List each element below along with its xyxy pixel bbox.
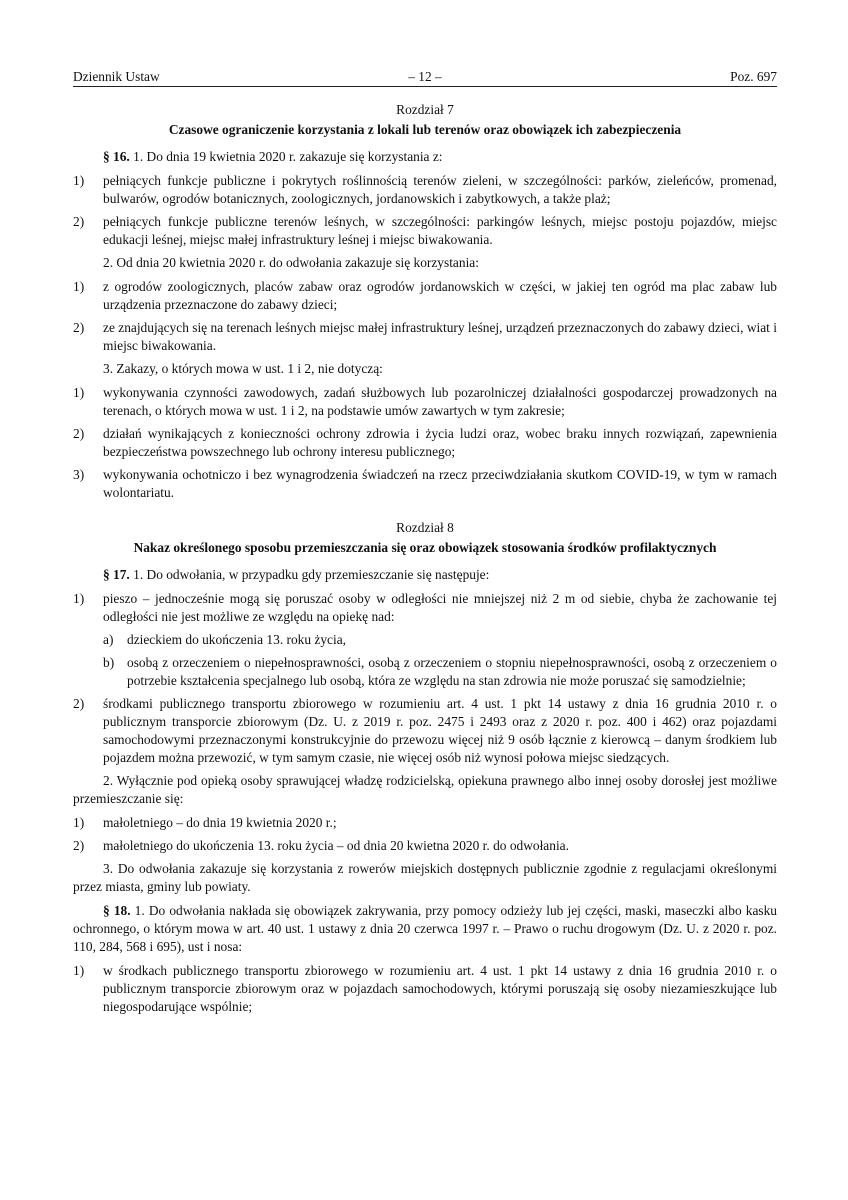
list-item [73, 962, 777, 1016]
list-item-number: 1) [73, 815, 85, 830]
list-item-number: 2) [73, 320, 85, 335]
list-item-number: 1) [73, 591, 85, 606]
list-item [73, 384, 777, 420]
sub-list-item-letter: b) [103, 655, 115, 670]
section-16-paragraph-1 [73, 148, 777, 166]
list-item [73, 814, 777, 832]
list-item-number: 3) [73, 467, 85, 482]
list-item [73, 695, 777, 767]
section-16-mark: § 16. [103, 149, 130, 164]
list-item-number: 2) [73, 214, 85, 229]
chapter-7-number: Rozdział 7 [396, 102, 454, 117]
list-item-text: małoletniego – do dnia 19 kwietnia 2020 r.; [103, 815, 337, 830]
list-item-text: środkami publicznego transportu zbiorowego w rozumieniu art. 4 ust. 1 pkt 14 ustawy z dnia 16 grudnia 2010 r. o publicznym transporcie zbiorowym (Dz. U. z 2019 r. poz. 2475 i 2493 oraz z 2020 r. poz. 400 i 462) oraz pojazdami samochodowymi przeznaczonymi konstrukcyjnie do przewozu więcej niż 9 osób łącznie z kierowcą – danym środkiem lub pojazdem można przewozić, w tym samym czasie, nie więcej osób niż wynosi połowa miejsc siedzących. [103, 696, 777, 765]
list-item-number: 1) [73, 279, 85, 294]
section-16-paragraph-2: 2. Od dnia 20 kwietnia 2020 r. do odwołania zakazuje się korzystania: [103, 255, 479, 270]
section-18-paragraph-1 [73, 902, 777, 956]
list-item [73, 213, 777, 249]
list-item-number: 2) [73, 838, 85, 853]
journal-name: Dziennik Ustaw [73, 69, 160, 84]
position-number: Poz. 697 [730, 69, 777, 84]
sub-list-item [73, 654, 777, 690]
list-item-text: pełniących funkcje publiczne i pokrytych roślinnością terenów zieleni, w szczególności: parków, zieleńców, promenad, bulwarów, ogrodów botanicznych, zoologicznych, jordanowskich i zabytkowych, a także plaż; [103, 173, 777, 206]
list-item-number: 1) [73, 963, 85, 978]
section-17-mark: § 17. [103, 567, 130, 582]
list-item [73, 278, 777, 314]
list-item-number: 1) [73, 173, 85, 188]
sub-list-item [73, 631, 777, 649]
section-18-paragraph-1-text: 1. Do odwołania nakłada się obowiązek zakrywania, przy pomocy odzieży lub jej części, maski, maseczki albo kasku ochronnego, o którym mowa w art. 40 ust. 1 ustawy z dnia 20 czerwca 1997 r. – Prawo o ruchu drogowym (Dz. U. z 2020 r. poz. 110, 284, 568 i 695), ust i nosa: [73, 903, 778, 954]
list-item [73, 172, 777, 208]
list-item [73, 466, 777, 502]
list-item-text: wykonywania ochotniczo i bez wynagrodzenia świadczeń na rzecz przeciwdziałania skutkom COVID-19, w tym w ramach wolontariatu. [103, 467, 777, 500]
document-body [73, 101, 777, 1016]
chapter-7-title: Czasowe ograniczenie korzystania z lokali lub terenów oraz obowiązek ich zabezpieczenia [168, 122, 682, 137]
section-18-mark: § 18. [103, 903, 131, 918]
sub-list-item-text: dzieckiem do ukończenia 13. roku życia, [127, 632, 346, 647]
list-item-text: z ogrodów zoologicznych, placów zabaw oraz ogrodów jordanowskich w części, w jakiej ten ogród ma plac zabaw lub urządzenia przeznaczone do zabawy dzieci; [103, 279, 777, 312]
sub-list-item-letter: a) [103, 632, 114, 647]
section-17-paragraph-3: 3. Do odwołania zakazuje się korzystania z rowerów miejskich dostępnych publicznie zgodnie z regulacjami określonymi przez miasta, gminy lub powiaty. [73, 861, 777, 894]
sub-list-item-text: osobą z orzeczeniem o niepełnosprawności, osobą z orzeczeniem o stopniu niepełnosprawności, osobą z orzeczeniem o potrzebie kształcenia specjalnego lub osobą, która ze względu na stan zdrowia nie może poruszać się samodzielnie; [127, 655, 777, 688]
section-17-paragraph-2: 2. Wyłącznie pod opieką osoby sprawującej władzę rodzicielską, opiekuna prawnego albo innej osoby dorosłej jest możliwe przemieszczanie się: [73, 773, 777, 806]
list-item-text: działań wynikających z konieczności ochrony zdrowia i życia ludzi oraz, wobec braku innych rozwiązań, zapewnienia bezpieczeństwa powszechnego lub ochrony interesu publicznego; [103, 426, 777, 459]
list-item [73, 837, 777, 855]
chapter-8-number: Rozdział 8 [396, 520, 454, 535]
chapter-8-title: Nakaz określonego sposobu przemieszczania się oraz obowiązek stosowania środków profilaktycznych [133, 540, 717, 555]
list-item-number: 2) [73, 696, 85, 711]
list-item-text: pieszo – jednocześnie mogą się poruszać osoby w odległości nie mniejszej niż 2 m od siebie, chyba że zachowanie tej odległości nie jest możliwe ze względu na opiekę nad: [103, 591, 777, 624]
page-number: – 12 – [408, 69, 442, 84]
document-page [73, 68, 777, 1021]
section-17-paragraph-1-text: 1. Do odwołania, w przypadku gdy przemieszczanie się następuje: [129, 567, 490, 582]
section-16-paragraph-1-text: 1. Do dnia 19 kwietnia 2020 r. zakazuje się korzystania z: [129, 149, 443, 164]
list-item [73, 319, 777, 355]
page-header [73, 68, 777, 87]
section-17-paragraph-1 [73, 566, 777, 584]
list-item-number: 1) [73, 385, 85, 400]
list-item-text: małoletniego do ukończenia 13. roku życia – od dnia 20 kwietna 2020 r. do odwołania. [103, 838, 569, 853]
list-item [73, 425, 777, 461]
list-item [73, 590, 777, 626]
list-item-text: wykonywania czynności zawodowych, zadań służbowych lub pozarolniczej działalności gospodarczej prowadzonych na terenach, o których mowa w ust. 1 i 2, na podstawie umów zawartych w tym zakresie; [103, 385, 777, 418]
list-item-text: ze znajdujących się na terenach leśnych miejsc małej infrastruktury leśnej, urządzeń przeznaczonych do zabawy dzieci, wiat i miejsc biwakowania. [103, 320, 777, 353]
list-item-text: w środkach publicznego transportu zbiorowego w rozumieniu art. 4 ust. 1 pkt 14 ustawy z dnia 16 grudnia 2010 r. o publicznym transporcie zbiorowym oraz w pojazdach samochodowych, którymi poruszają się osoby niezamieszkujące lub niegospodarujące wspólnie; [103, 963, 777, 1014]
section-16-paragraph-3: 3. Zakazy, o których mowa w ust. 1 i 2, nie dotyczą: [103, 361, 383, 376]
list-item-text: pełniących funkcje publiczne terenów leśnych, w szczególności: parkingów leśnych, miejsc postoju pojazdów, miejsc edukacji leśnej, miejsc małej infrastruktury leśnej i miejsc biwakowania. [103, 214, 777, 247]
list-item-number: 2) [73, 426, 85, 441]
